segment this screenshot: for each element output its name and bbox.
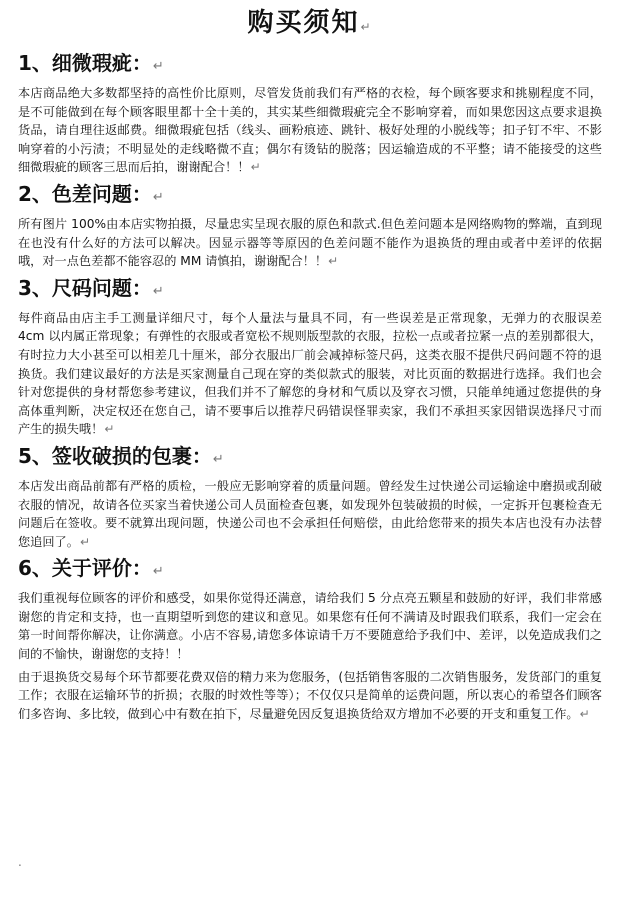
heading-text: 1、细微瑕疵： [18,51,152,75]
return-mark: ↵ [79,534,90,549]
return-mark: ↵ [152,59,164,74]
paragraph-text: 本店商品绝大多数都坚持的高性价比原则，尽管发货前我们有严格的衣检，每个顾客要求和挑剔程度不同，是不可能做到在每个顾客眼里都十全十美的，其实某些细微瑕疵完全不影响穿着，而如果您因这点要求退换货品，请自理往返邮费。细微瑕疵包括（线头、画粉痕迹、跳针、极好处理的小脱线等；扣子钉不牢、不影响穿着的小污渍；不明显处的走线略微不直；偶尔有烫钻的脱落；因运输造成的不平整；请不能接受的这些细微瑕疵的顾客三思而后拍，谢谢配合！！ [18,86,602,175]
heading-text: 2、色差问题： [18,181,152,206]
heading-text: 6、关于评价： [18,556,152,581]
return-mark: ↵ [360,20,373,34]
section-heading-size [18,275,602,305]
return-mark: ↵ [104,422,115,437]
paragraph-text: 由于退换货交易每个环节都要花费双倍的精力来为您服务，(包括销售客服的二次销售服务，发货部门的重复工作；衣服在运输环节的折损；衣服的时效性等等）；不仅仅只是简单的运费问题，所以衷心的希望各们顾客们多咨询、多比较，做到心中有数在拍下，尽量避免因反复退换货给双方增加不必要的开支和重复工作。 [18,669,602,721]
section-defects [18,50,602,177]
section-color-difference [18,181,602,271]
paragraph-color-difference [18,215,602,271]
paragraph-text: 本店发出商品前都有严格的质检，一般应无影响穿着的质量问题。曾经发生过快递公司运输途中磨损或刮破衣服的情况，故请各位买家当着快递公司人员面检查包裹，如发现外包装破损的时候，一定拆开包裹检查无问题后在签收。要不就算出现问题，快递公司也不会承担任何赔偿，由此给您带来的损失本店也没有办法替您追回了。 [18,478,602,549]
paragraph-damaged-package [18,477,602,551]
paragraph-size [18,309,602,439]
paragraph-text: 我们重视每位顾客的评价和感受，如果你觉得还满意，请给我们 5 分点亮五颗星和鼓励的好评，我们非常感谢您的肯定和支持，也一直期望听到您的建议和意见。如果您有任何不满请及时跟我们联系，我们一定会在第一时间帮你解决，让你满意。小店不容易,请您多体谅请千万不要随意给予我们中、差评，以免造成我们之间的不愉快，谢谢您的支持！！ [18,591,602,662]
return-mark: ↵ [212,451,224,467]
paragraph-text: 每件商品由店主手工测量详细尺寸，每个人量法与量具不同，有一些误差是正常现象，无弹力的衣服误差 4cm 以内属正常现象；有弹性的衣服或者宽松不规则版型款的衣服，拉松一点或者拉紧一点的差别都很大，有时拉力大小甚至可以相差几十厘米，部分衣服出厂前会减掉标签尺码，这类衣服不提供尺码问题不符的退换货。我们建议最好的方法是买家测量自己现在穿的类似款式的服装，对比页面的数据进行选择。我们也会针对您提供的身材帮您参考建议，但我们并不了解您的身材和气质以及穿衣习惯，只能单纯通过您提供的身高体重判断，决定权还在您自己，请不要事后以推荐尺码错误怪罪卖家，我们不承担买家因错误选择尺寸而产生的损失哦！ [18,310,602,437]
paragraph-returns-cost [18,668,602,724]
return-mark: ↵ [152,564,164,580]
section-heading-color-difference [18,181,602,211]
paragraph-defects [18,84,602,177]
section-size [18,275,602,439]
section-reviews [18,555,602,723]
page-title [18,6,602,44]
heading-text: 3、尺码问题： [18,275,152,300]
section-damaged-package [18,443,602,551]
trailing-mark: . [18,855,22,869]
paragraph-text: 所有图片 100%由本店实物拍摄，尽量忠实呈现衣服的原色和款式.但色差问题本是网络购物的弊端，直到现在也没有什么好的方法可以解决。因显示器等等原因的色差问题不能作为退换货的理由或者中差评的依据哦，对一点色差都不能容忍的 MM 请慎拍，谢谢配合！！ [18,216,602,269]
return-mark: ↵ [152,189,164,205]
return-mark: ↵ [152,283,164,299]
return-mark: ↵ [579,706,590,721]
return-mark: ↵ [328,254,339,269]
section-heading-defects [18,50,602,80]
section-heading-reviews [18,555,602,585]
heading-text: 5、签收破损的包裹： [18,443,212,468]
section-heading-damaged-package [18,443,602,473]
title-text: 购买须知 [247,8,360,38]
return-mark: ↵ [250,160,261,175]
paragraph-reviews [18,589,602,663]
